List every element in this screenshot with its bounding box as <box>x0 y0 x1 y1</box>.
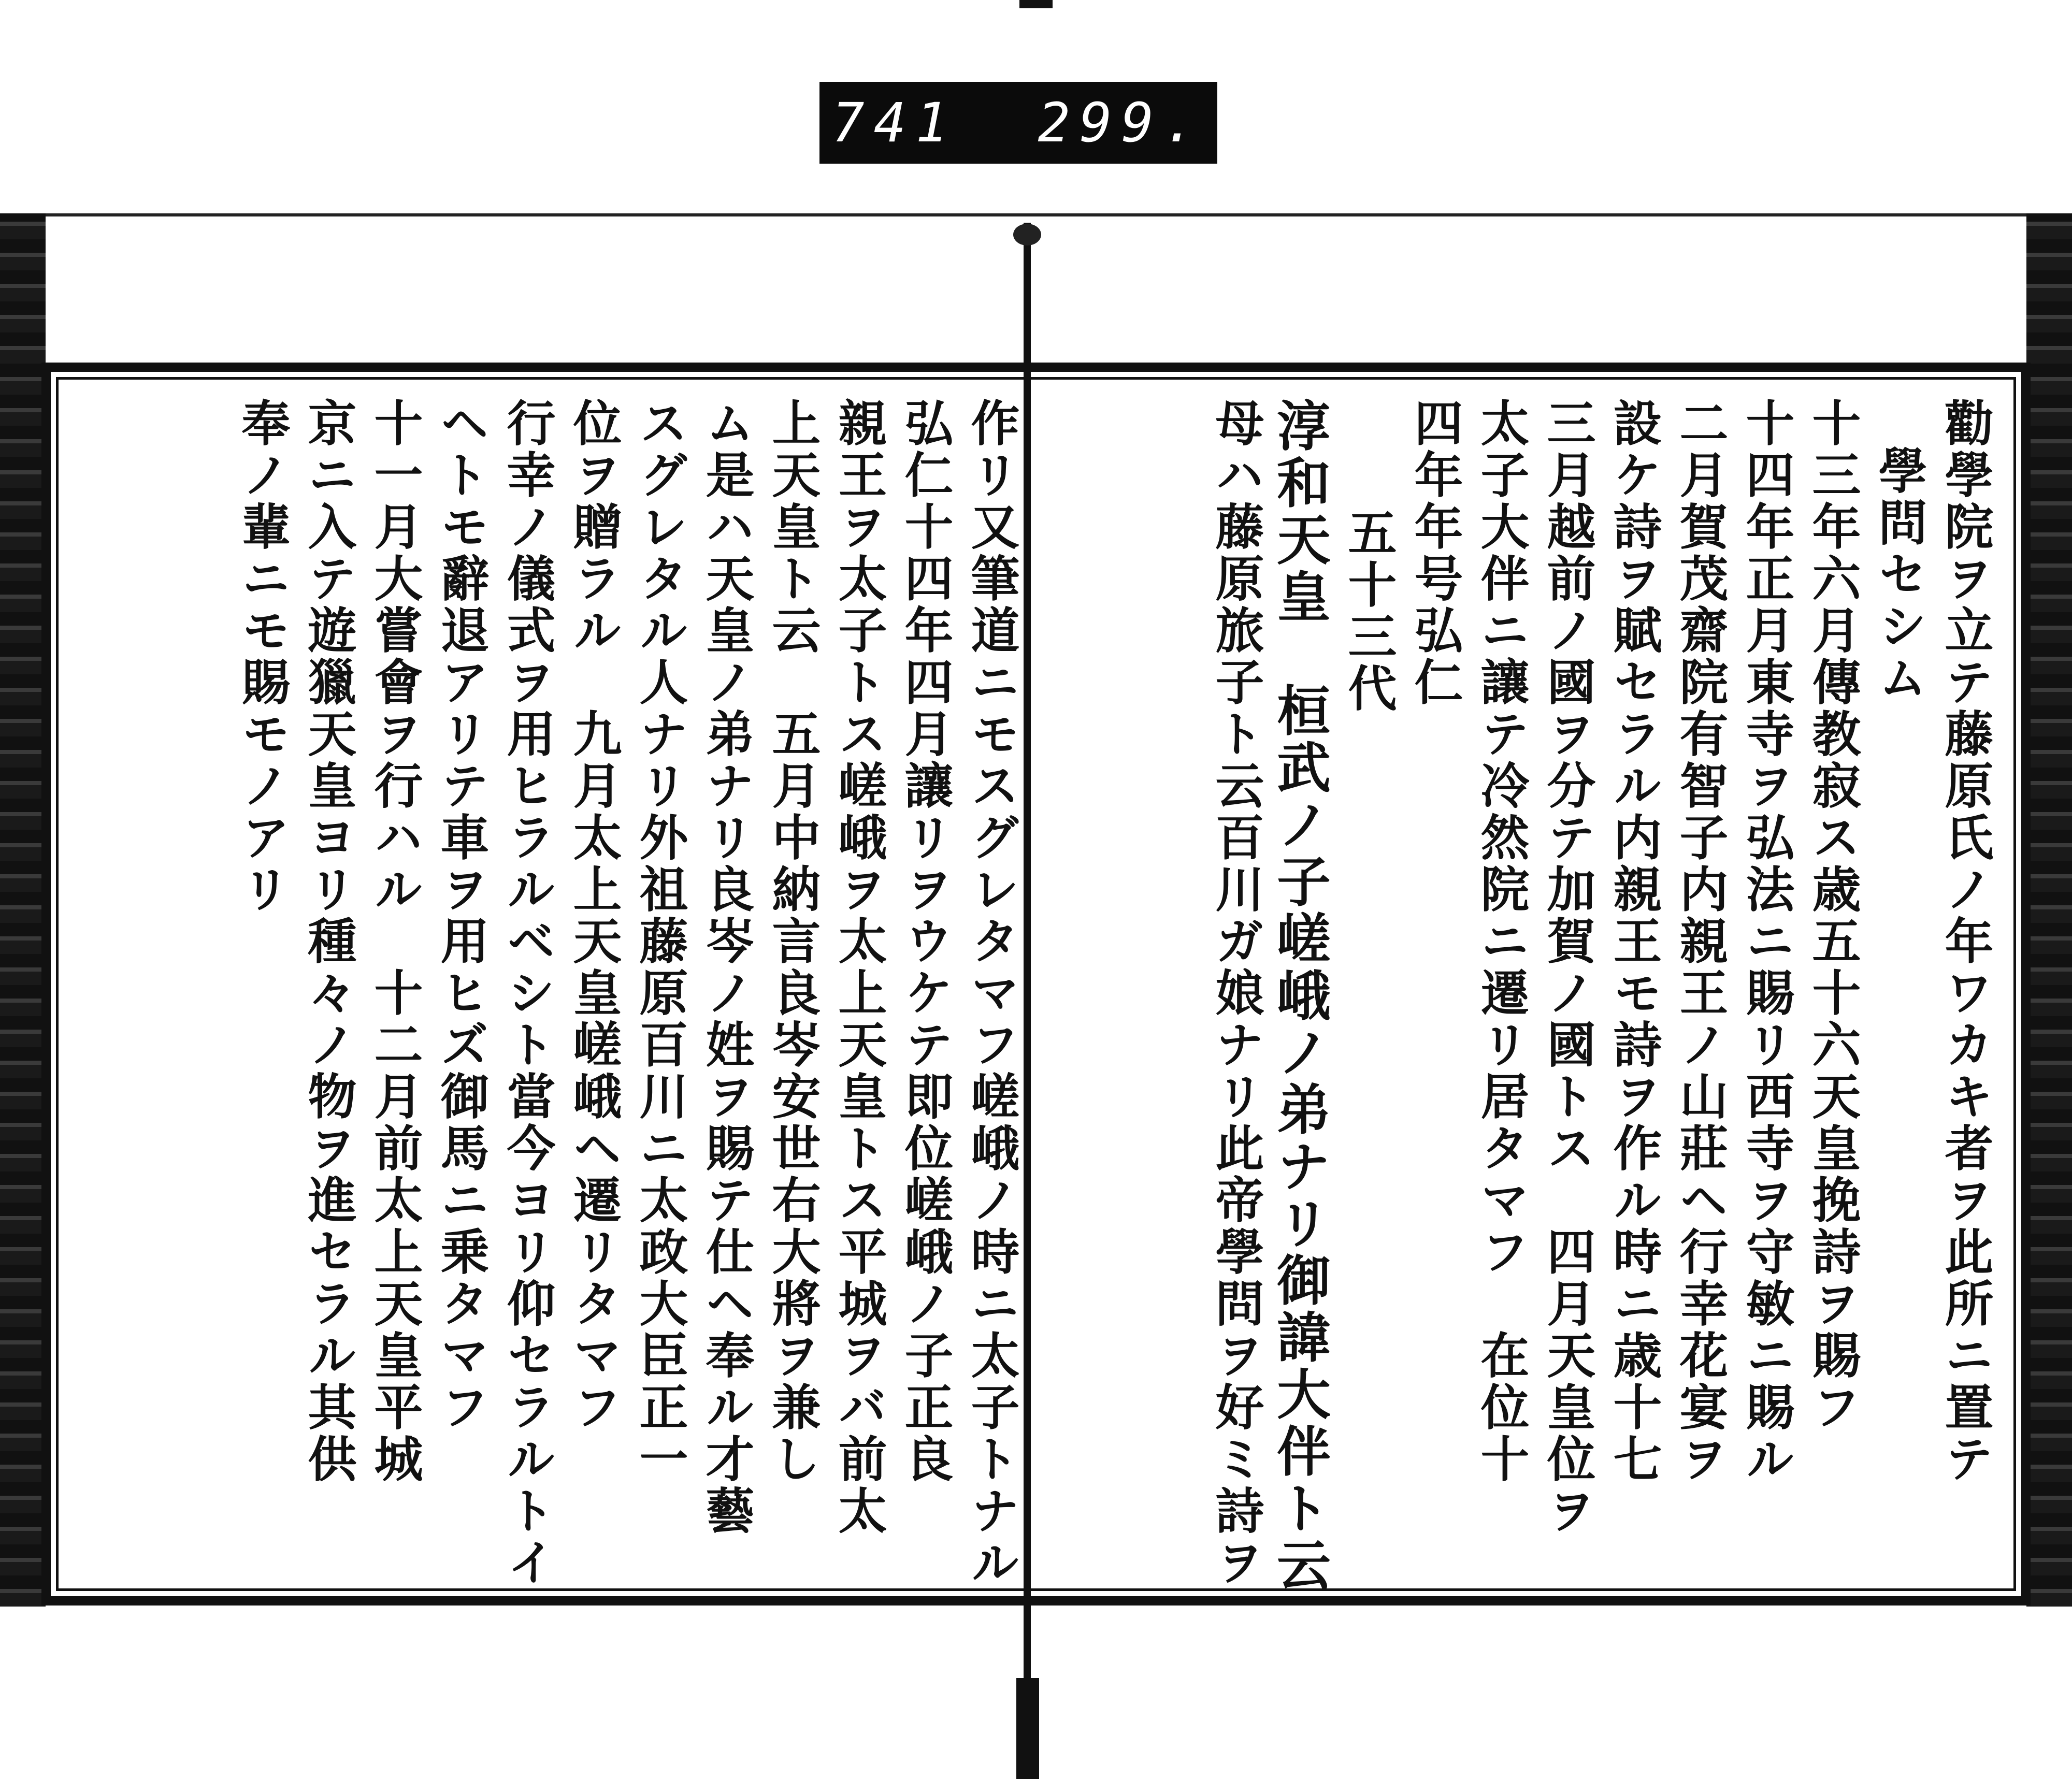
spine-bottom-bar <box>1016 1678 1039 1779</box>
text-column: 母ハ藤原旅子ト云百川ガ娘ナリ此帝學問ヲ好ミ詩ヲ <box>1207 398 1264 1589</box>
catalog-number-left: 741 <box>832 91 957 154</box>
text-column: 三月越前ノ國ヲ分テ加賀ノ國トス 四月天皇位ヲ <box>1538 398 1595 1537</box>
spine-knot <box>1013 224 1041 245</box>
right-binding-edge <box>2026 213 2072 1607</box>
emperor-heading-column: 淳和天皇 桓武ノ子嵯峨ノ弟ナリ御諱大伴ト云 <box>1268 398 1331 1594</box>
text-column: 位ヲ贈ラル 九月太上天皇嵯峨ヘ遷リタマフ <box>565 398 622 1434</box>
left-page <box>78 383 1019 1589</box>
reign-number-heading: 五十三代 <box>1340 508 1397 715</box>
text-column: 京ニ入テ遊獵天皇ヨリ種々ノ物ヲ進セラル其供 <box>299 398 356 1485</box>
text-column: 弘仁十四年四月讓リヲウケテ即位嵯峨ノ子正良 <box>896 398 953 1485</box>
catalog-number-right: 299. <box>1038 91 1205 154</box>
text-column: 十三年六月傳教寂ス歳五十六天皇挽詩ヲ賜フ <box>1804 398 1861 1434</box>
text-column: ム是ハ天皇ノ弟ナリ良岑ノ姓ヲ賜テ仕ヘ奉ル才藝 <box>697 398 754 1537</box>
text-column: 作リ又筆道ニモスグレタマフ嵯峨ノ時ニ太子トナル <box>962 398 1019 1589</box>
text-column: 四年年号弘仁 <box>1406 398 1463 708</box>
left-binding-edge <box>0 213 46 1607</box>
text-column: 上天皇ト云 五月中納言良岑安世右大將ヲ兼し <box>764 398 821 1485</box>
text-column: 十一月大嘗會ヲ行ハル 十二月前太上天皇平城 <box>366 398 423 1485</box>
catalog-number-label <box>819 82 1217 164</box>
text-column: 奉ノ輩ニモ賜モノアリ <box>233 398 290 916</box>
text-column: 太子大伴ニ讓テ冷然院ニ遷リ居タマフ 在位十 <box>1472 398 1529 1485</box>
text-column: 勸學院ヲ立テ藤原氏ノ年ワカキ者ヲ此所ニ置テ <box>1936 398 1993 1485</box>
text-column: 十四年正月東寺ヲ弘法ニ賜リ西寺ヲ守敏ニ賜ル <box>1737 398 1794 1485</box>
text-column: 二月賀茂齋院有智子内親王ノ山莊ヘ行幸花宴ヲ <box>1671 398 1728 1485</box>
text-column: 行幸ノ儀式ヲ用ヒラルベシト當今ヨリ仰セラルトイ <box>498 398 555 1589</box>
text-column: 設ケ詩ヲ賦セラル内親王モ詩ヲ作ル時ニ歳十七 <box>1605 398 1662 1485</box>
top-tab-mark <box>1019 0 1053 8</box>
text-column: 學問セシム <box>1870 445 1927 704</box>
text-column: スグレタル人ナリ外祖藤原百川ニ太政大臣正一 <box>631 398 688 1485</box>
text-column: ヘトモ辭退アリテ車ヲ用ヒズ御馬ニ乗タマフ <box>432 398 489 1434</box>
text-column: 親王ヲ太子トス嵯峨ヲ太上天皇トス平城ヲバ前太 <box>830 398 887 1537</box>
right-page <box>1041 383 1993 1594</box>
book-spine-line <box>1024 223 1031 1779</box>
